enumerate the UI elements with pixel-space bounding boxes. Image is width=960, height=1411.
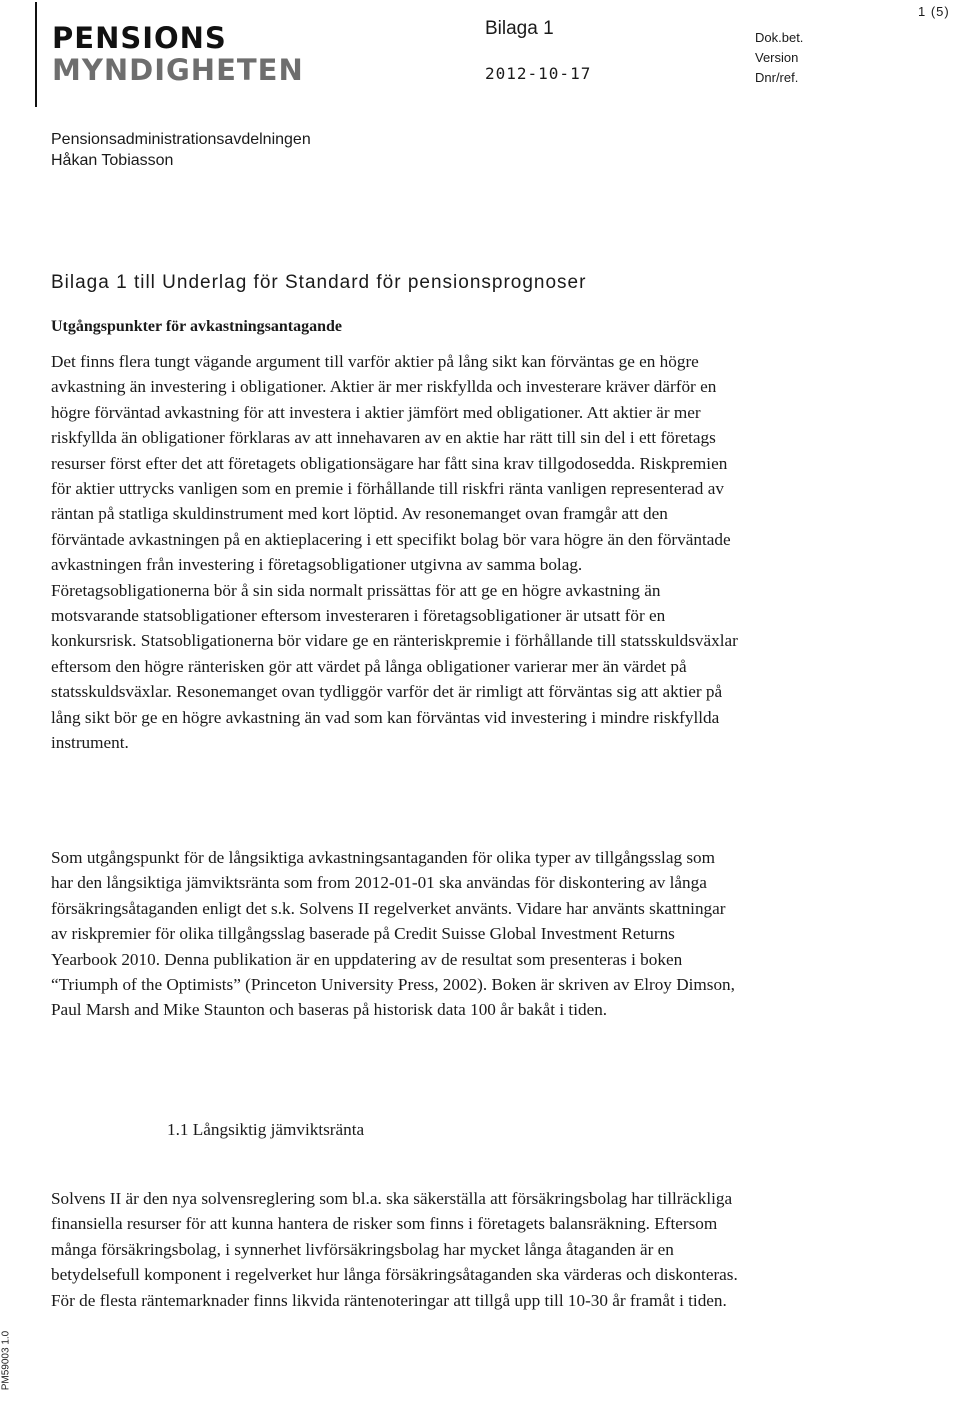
paragraph-1: Det finns flera tungt vägande argument till varför aktier på lång sikt kan förväntas ge en högre avkastning än investering i obligationer. Aktier är mer riskfyllda och investerare kräver därför en högre förväntad avkastning för att investera i aktier jämfört med obligationer. Att aktier är mer riskfyllda än obligationer förklaras av att innehavaren av en aktie har rätt till sin del i ett företags resurser först efter det att företagets obligationsägare har fått sina krav tillgodosedda. Riskpremien för aktier uttrycks vanligen som en premie i förhållande till riskfri ränta vanligen representerad av räntan på statliga skuldinstrument med kort löptid. Av resonemanget ovan framgår att den förväntade avkastningen på en aktieplacering i ett specifikt bolag bör vara högre än den förväntade avkastningen från investering i företagsobligationer utgivna av samma bolag. Företagsobligationerna bör å sin sida normalt prissättas för att ge en högre avkastning än motsvarande statsobligationer eftersom investeraren i företagsobligationer är utsatt för en konkursrisk. Statsobligationerna bör vidare ge en ränteriskpremie i förhållande till statsskuldsväxlar eftersom den högre ränterisken gör att värdet på långa obligationer varierar mer än värdet på statsskuldsväxlar. Resonemanget ovan tydliggör varför det är rimligt att förväntas sig att aktier på lång sikt bör ge en högre avkastning än vad som kan förväntas vid investering i mindre riskfyllda instrument.	[51, 352, 738, 753]
version-label: Version	[755, 50, 799, 65]
logo-line-2: MYNDIGHETEN	[52, 53, 304, 87]
paragraph-3: Solvens II är den nya solvensreglering som bl.a. ska säkerställa att försäkringsbolag har tillräckliga finansiella resurser för att kunna hantera de risker som finns i företagets balansräkning. Eftersom många försäkringsbolag, i synnerhet livförsäkringsbolag har mycket långa åtaganden är en betydelsefull komponent i regelverket hur långa försäkringsåtaganden ska värderas och diskonteras. För de flesta räntemarknader finns likvida räntenoteringar att tillgå upp till 10-30 år framåt i tiden.	[51, 1189, 738, 1310]
pensionsmyndigheten-logo	[52, 22, 304, 86]
form-code: PM59003 1.0	[0, 1330, 12, 1391]
paragraph-2: Som utgångspunkt för de långsiktiga avkastningsantaganden för olika typer av tillgångsslag som har den långsiktiga jämviktsränta som from 2012-01-01 ska användas för diskontering av långa försäkringsåtaganden enligt det s.k. Solvens II regelverket använts. Vidare har använts skattningar av riskpremier för olika tillgångsslag baserade på Credit Suisse Global Investment Returns Yearbook 2010. Denna publikation är en uppdatering av de resultat som presenteras i boken “Triumph of the Optimists” (Princeton University Press, 2002). Boken är skriven av Elroy Dimson, Paul Marsh and Mike Staunton och baseras på historisk data 100 år bakåt i tiden.	[51, 848, 735, 1020]
bilaga-label: Bilaga 1	[485, 18, 554, 39]
logo-line-1: PENSIONS	[52, 21, 227, 55]
page-number: 1 (5)	[918, 4, 950, 19]
dnr-label: Dnr/ref.	[755, 70, 799, 85]
section-heading: Utgångspunkter för avkastningsantagande	[51, 318, 343, 335]
subsection-heading: 1.1 Långsiktig jämviktsränta	[167, 1120, 365, 1139]
header-divider	[35, 2, 37, 107]
document-meta	[755, 28, 803, 88]
document-title: Bilaga 1 till Underlag för Standard för pensionsprognoser	[51, 272, 587, 293]
dok-bet-label: Dok.bet.	[755, 30, 804, 45]
document-date: 2012-10-17	[485, 64, 592, 83]
author-name: Håkan Tobiasson	[51, 152, 174, 169]
author-block	[51, 129, 311, 171]
department: Pensionsadministrationsavdelningen	[51, 131, 311, 148]
